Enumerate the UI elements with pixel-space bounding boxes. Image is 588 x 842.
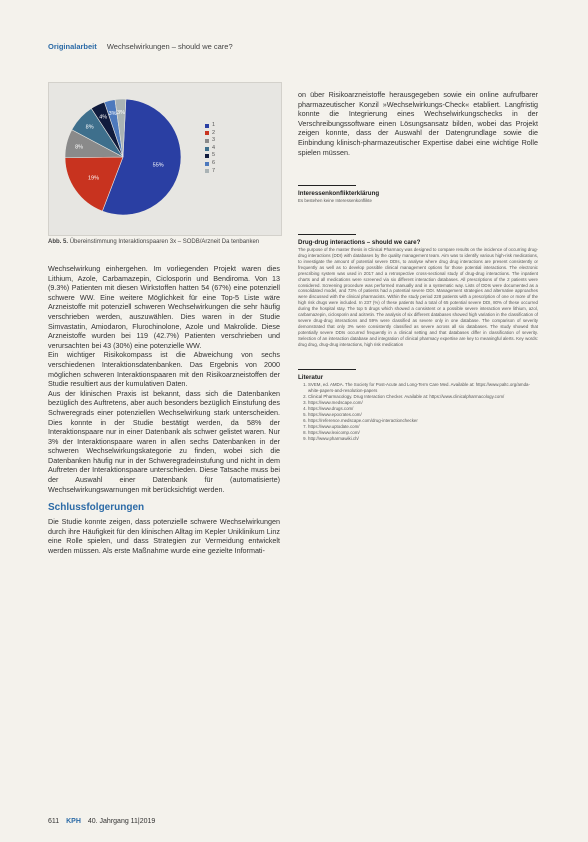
legend-label: 5 <box>212 152 216 159</box>
pie-data-label: 4% <box>99 114 108 121</box>
pie-data-label: 8% <box>75 144 84 151</box>
legend-swatch <box>205 139 209 143</box>
body-paragraph: Die Studie konnte zeigen, dass potenzielle schwere Wechselwirkungen durch ihre Häufigkeit für den klinischen Alltag im Kepler Uniklinikum Linz eine Rolle spielen, und dass Strategien zur Vermeidung entwickelt werden müssen. Als erste Maßnahme wurde eine gezielte Informati- <box>48 517 280 556</box>
caption-text: Übereinstimmung Interaktionspaaren 3x – SODB/Arzneit Da tenbanken <box>69 239 260 245</box>
page-footer <box>48 818 155 825</box>
running-header <box>48 42 233 51</box>
legend-entry <box>205 145 215 153</box>
body-paragraph: on über Risikoarzneistoffe herausgegeben sowie ein online aufrufbarer pharmazeutischer Konzil »Wechselwirkungs-Check« etabliert. Langfristig konnte die Integrierung eines Wechselwirkungschecks in der Verschreibungssoftware einen Lösungsansatz bilden, wobei das Projekt zeigen konnte, dass der Auswahl der Datengrundlage sowie die Einbindung klinisch-pharmazeutischer Expertise dabei eine wichtige Rolle spielen müssen. <box>298 90 538 157</box>
legend-swatch <box>205 154 209 158</box>
right-column <box>298 90 538 442</box>
legend-swatch <box>205 162 209 166</box>
reference-item: 4. https://www.drugs.com/ <box>308 406 538 412</box>
reference-item: 7. https://www.uptodate.com/ <box>308 424 538 430</box>
legend-entry <box>205 137 215 145</box>
reference-item: 3. https://www.medscape.com/ <box>308 400 538 406</box>
legend-swatch <box>205 131 209 135</box>
reference-item: 1. SVEM, ed. AMDA. The Society for Post-Acute and Long-Term Care Med. Available at: https://www.paltc.org/amda-white-papers-and-resolution-papers <box>308 382 538 394</box>
left-column <box>48 264 280 556</box>
issue-info: 40. Jahrgang 11|2019 <box>87 818 156 825</box>
legend-entry <box>205 152 215 160</box>
legend-swatch <box>205 169 209 173</box>
reference-item: 9. http://www.pharmawiki.ch/ <box>308 436 538 442</box>
legend-entry <box>205 122 215 130</box>
section-label: Originalarbeit <box>48 42 97 51</box>
coi-heading: Interessenkonflikterklärung <box>298 190 380 198</box>
reference-item: 5. https://www.epocrates.com/ <box>308 412 538 418</box>
legend-entry <box>205 168 215 176</box>
body-paragraph: Wechselwirkung einhergehen. Im vorliegenden Projekt waren dies Lithium, Azole, Carbamazepin, Ciclosporin und Bendiroma. Von 13 (9.3%) Patienten mit diesen Wirkstoffen hatten 54 (67%) eine potenziell schwere WW. Eine weitere Möglichkeit für eine Top-5 Liste wäre Arzneistoffe mit potenziell schweren Wechselwirkungen die sehr häufig verschrieben werden, auszuwählen. Dies waren in der Studie Simvastatin, Amiodaron, Flurochinolone, Azole und Makrolide. Diese Arzneistoffe wurden bei 119 (42.7%) Patienten verschrieben und verursachten bei 43 (30%) eine potenzielle WW. <box>48 264 280 350</box>
page-number: 611 <box>48 818 60 825</box>
legend-entry <box>205 130 215 138</box>
pie-data-label: 55% <box>152 162 164 169</box>
coi-text: Es bestehen keine Interessenkonflikte <box>298 198 372 204</box>
pie-chart <box>48 82 198 232</box>
figure-caption <box>48 238 280 246</box>
legend-label: 7 <box>212 167 216 174</box>
abstract-heading: Drug-drug interactions – should we care? <box>298 239 421 247</box>
reference-item: 8. https://www.lexicomp.com/ <box>308 430 538 436</box>
running-title: Wechselwirkungen – should we care? <box>106 42 233 51</box>
legend-swatch <box>205 124 209 128</box>
legend-label: 4 <box>212 144 216 151</box>
divider <box>298 234 356 235</box>
pie-data-label: 8% <box>85 124 94 131</box>
legend-entry <box>205 160 215 168</box>
divider <box>298 369 356 370</box>
reference-item: 6. https://reference.medscape.com/drug-interactionchecker <box>308 418 538 424</box>
literature-heading: Literatur <box>298 374 324 382</box>
section-heading: Schlussfolgerungen <box>48 502 145 514</box>
reference-list <box>298 382 538 441</box>
legend-swatch <box>205 147 209 151</box>
divider <box>298 185 356 186</box>
legend-label: 3 <box>212 137 216 144</box>
body-paragraph: Ein wichtiger Risikokompass ist die Abweichung von sechs verschiedenen Interaktionsdatenbanken. Das Ergebnis von 2000 möglichen schweren Interaktionspaaren mit den Risikoarzneistoffen der Studie resultiert aus der kumulativen Daten. <box>48 350 280 389</box>
caption-label: Abb. 5. <box>48 239 69 245</box>
reference-item: 2. Clinical Pharmacology. Drug Interaction Checker. Available at: https://www.clinicalpharmacology.com/ <box>308 394 538 400</box>
legend-label: 6 <box>212 159 216 166</box>
pie-data-label: 3% <box>108 110 117 117</box>
body-paragraph: Aus der klinischen Praxis ist bekannt, dass sich die Datenbanken bezüglich des Auftretens, aber auch besonders bezüglich Einstufung des Schweregrads einer potenziellen Wechselwirkung stark unterscheiden. Dies konnte in der Studie bestätigt werden, da 58% der Interaktionspaare nur in einer Datenbank als schwer gelistet waren. Nur 3% der Interaktionspaare waren in allen sechs Datenbanken in der schweren Wechselwirkungskategorie zu finden, wobei sich die Datenbanken häufig nur in der Schweregradeinstufung und nicht in dem Auftreten der Interaktionspaare unterschieden. Diese Tatsache muss bei der Auswahl einer Datenbank für (automatisierte) Wechselwirkungswarnungen mit berücksichtigt werden. <box>48 388 280 494</box>
abstract-text: The purpose of the master thesis in Clinical Pharmacy was designed to compare results on the incidence of occurring drug-drug interactions (DDI) with databases by the quality management team. Aim was to identify various high-risk medications, to investigate the amount of potential severe DDIs, to analyse where drug drug interactions are present consistently or frequently as well as to develop possible clinical management options for those potential interactions. The electronic prescribing system was used in 2017 and a retrospective cross-sectional study of drug-drug interactions. The inpatient charts and all medications were screened via six different interaction databases. All prescriptions of the 2 patients were considered. Screening procedure was performed manually and in a systematic way. Lists of DDIs were documented as a consolidated model, and 73% of patients had a potential severe DDI. Management strategies and alternative approaches were discussed with the clinical pharmacists. Within the study period 228 patients with a prescription of one or more of the high risk drugs were included. In 237 (%) of these patients had a total of 65 potential severe DDI, 80% of these occurred during the hospital stay. The top 5 drugs which showed a consistent or a possible severe interaction were lithium, azol, carbamazepin, ciclosporin and acitretin. The analysis of six different databases showed high variation in the classification of severe drug-drug interactions and 59% were classified as severe only in one database. The comparison of severity demonstrated that only 3% were consistently classified as severe across all six databases. The study showed that potentially severe DDIs occurred frequently in a clinical setting and that databases differ in classification of severity. Selection of an interaction database and integration of clinical pharmacy expertise are key to meaningful alerts. Key words: drug drug, drug-drug interactions, high risk medication <box>298 247 538 347</box>
pie-data-label: 3% <box>117 109 125 116</box>
legend-label: 1 <box>212 122 216 128</box>
journal-name: KPH <box>66 818 81 825</box>
chart-legend <box>205 122 215 175</box>
pie-data-label: 19% <box>88 175 100 182</box>
legend-label: 2 <box>212 129 216 136</box>
